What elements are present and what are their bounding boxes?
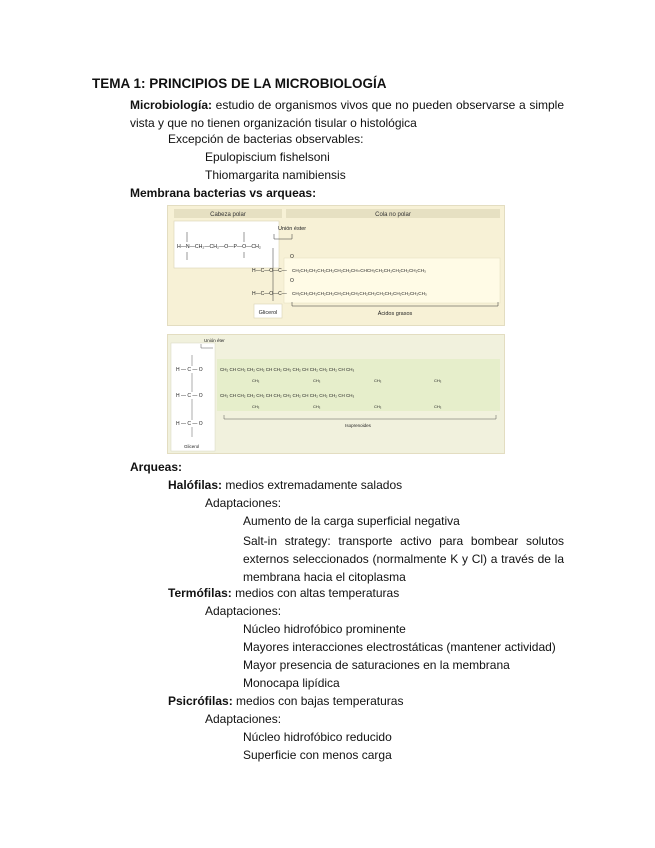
- svg-text:O: O: [290, 254, 294, 260]
- bacteria-item-2: Thiomargarita namibiensis: [205, 168, 346, 182]
- isoprenoid-chain-1: CH₂ CH CH₂ CH₂ CH₂ CH CH₂ CH₂ CH₂ CH CH₂ CH₂ CH₂ CH CH₃: [220, 367, 355, 372]
- svg-text:CH₃: CH₃: [374, 404, 382, 409]
- svg-text:CH₃: CH₃: [313, 404, 321, 409]
- fatty-chain-1: CH₂CH₂CH₂CH₂CH₂CH₂CH₂CH=CHCH₂CH₂CH₂CH₂CH₂CH₂CH₃: [292, 268, 426, 273]
- halofilas-adapt-label: Adaptaciones:: [205, 496, 282, 510]
- svg-text:H—C—O—C—: H—C—O—C—: [252, 268, 287, 274]
- psicrofilas-item: [168, 694, 403, 709]
- termofilas-adapt-4: Monocapa lipídica: [243, 676, 340, 690]
- svg-text:H—C—O—C—: H—C—O—C—: [252, 291, 287, 297]
- acidos-grasos-label: Ácidos grasos: [377, 311, 413, 317]
- halofilas-item: [168, 478, 402, 493]
- cola-no-polar-label: Cola no polar: [375, 212, 411, 218]
- svg-text:H — C — O: H — C — O: [176, 421, 203, 427]
- termofilas-adapt-2: Mayores interacciones electrostáticas (mantener actividad): [243, 640, 556, 654]
- bacteria-item-1: Epulopiscium fishelsoni: [205, 150, 330, 164]
- svg-text:CH₃: CH₃: [252, 404, 260, 409]
- psicrofilas-adapt-2: Superficie con menos carga: [243, 748, 392, 762]
- isoprenoides-label: Isoprenoides: [345, 423, 371, 428]
- definition-term: Microbiología:: [130, 98, 212, 112]
- svg-text:CH₃: CH₃: [374, 378, 382, 383]
- head-group-formula: H—N—CH₂—CH₂—O—P—O—CH₂: [177, 244, 261, 250]
- exception-heading: Excepción de bacterias observables:: [168, 132, 364, 146]
- svg-text:H — C — O: H — C — O: [176, 367, 203, 373]
- cabeza-polar-label: Cabeza polar: [210, 212, 246, 218]
- glicerol-archaea-label: Glicerol: [184, 444, 200, 449]
- fatty-chain-2: CH₂CH₂CH₂CH₂CH₂CH₂CH₂CH₂CH₂CH₂CH₂CH₂CH₂CH₂CH₂CH₃: [292, 291, 427, 296]
- termofilas-item: [168, 586, 399, 601]
- svg-text:CH₃: CH₃: [252, 378, 260, 383]
- termofilas-desc: medios con altas temperaturas: [235, 586, 400, 600]
- membrane-heading: Membrana bacterias vs arqueas:: [130, 186, 317, 200]
- termofilas-adapt-3: Mayor presencia de saturaciones en la membrana: [243, 658, 510, 672]
- arqueas-heading: Arqueas:: [130, 460, 183, 474]
- termofilas-term: Termófilas:: [168, 586, 232, 600]
- page-title: TEMA 1: PRINCIPIOS DE LA MICROBIOLOGÍA: [92, 76, 387, 91]
- union-ester-label: Unión éster: [278, 226, 307, 232]
- bacterial-lipid-figure: [167, 205, 505, 326]
- isoprenoid-chain-2: CH₂ CH CH₂ CH₂ CH₂ CH CH₂ CH₂ CH₂ CH CH₂ CH₂ CH₂ CH CH₃: [220, 393, 355, 398]
- union-eter-label: Unión éter: [204, 338, 225, 343]
- glicerol-label: Glicerol: [258, 310, 278, 316]
- svg-text:O: O: [290, 278, 294, 284]
- psicrofilas-adapt-label: Adaptaciones:: [205, 712, 282, 726]
- psicrofilas-term: Psicrófilas:: [168, 694, 233, 708]
- halofilas-adapt-1: Aumento de la carga superficial negativa: [243, 514, 460, 528]
- svg-text:CH₃: CH₃: [313, 378, 321, 383]
- archaeal-lipid-figure: [167, 334, 505, 454]
- termofilas-adapt-label: Adaptaciones:: [205, 604, 282, 618]
- halofilas-adapt-2: Salt-in strategy: transporte activo para bombear solutos externos seleccionados (normalmente K y Cl) a través de la membrana hacia el citoplasma: [243, 534, 564, 584]
- psicrofilas-desc: medios con bajas temperaturas: [236, 694, 404, 708]
- svg-text:CH₃: CH₃: [434, 404, 442, 409]
- psicrofilas-adapt-1: Núcleo hidrofóbico reducido: [243, 730, 392, 744]
- termofilas-adapt-1: Núcleo hidrofóbico prominente: [243, 622, 406, 636]
- halofilas-term: Halófilas:: [168, 478, 223, 492]
- halofilas-desc: medios extremadamente salados: [225, 478, 403, 492]
- svg-text:CH₃: CH₃: [434, 378, 442, 383]
- definition-text: estudio de organismos vivos que no pueden observarse a simple vista y que no tienen organización tisular o histológica: [130, 98, 564, 130]
- definition-paragraph: [130, 96, 564, 132]
- svg-text:H — C — O: H — C — O: [176, 393, 203, 399]
